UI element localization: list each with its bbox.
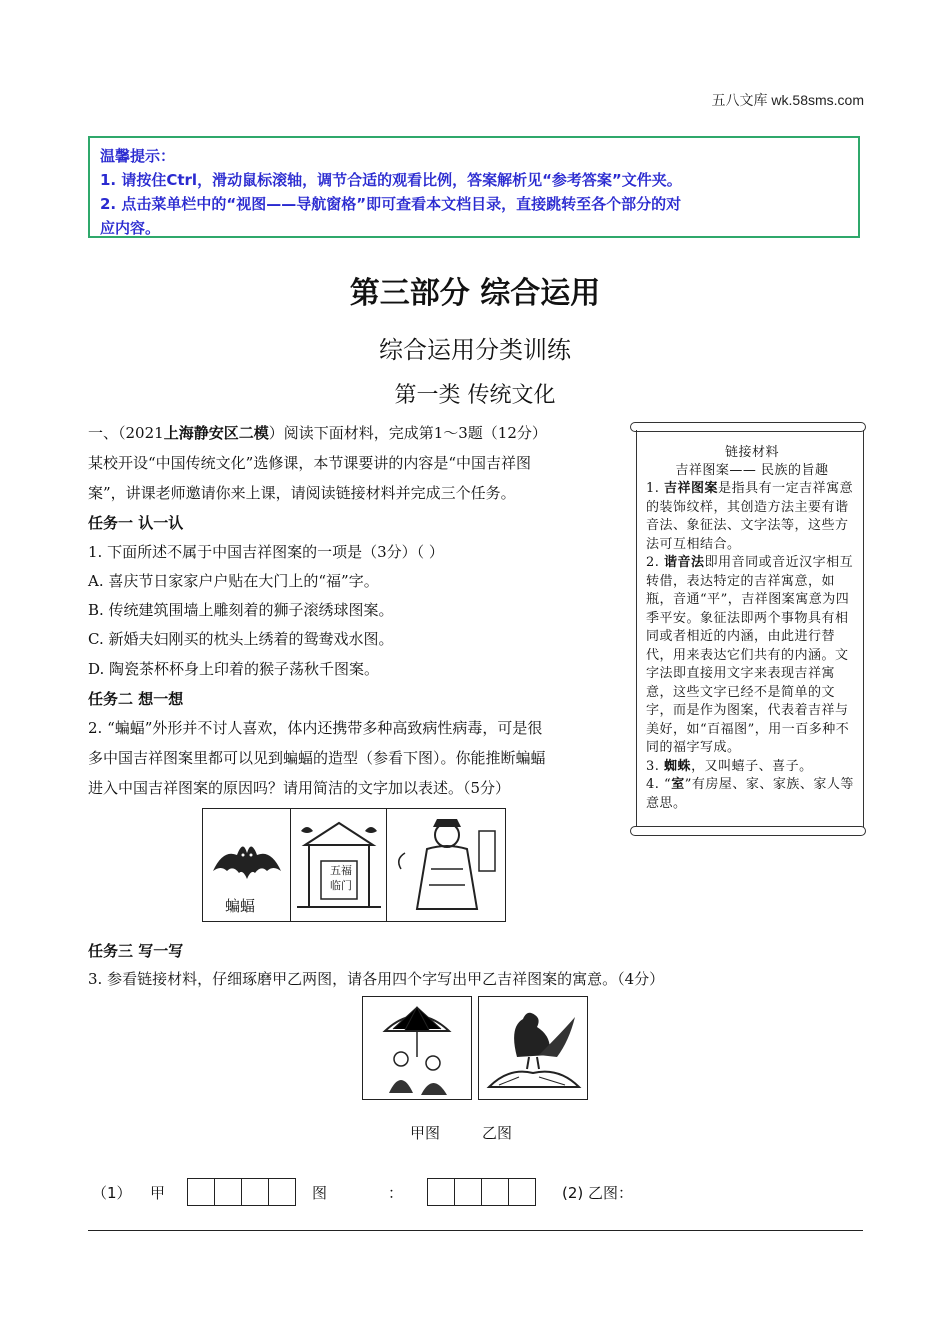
answer-box[interactable] bbox=[187, 1178, 215, 1206]
yi-image bbox=[478, 996, 588, 1100]
p2-term: 谐音法 bbox=[664, 555, 705, 570]
answer-box[interactable] bbox=[268, 1178, 296, 1206]
task-3-heading: 任务三 写一写 bbox=[88, 942, 184, 960]
bat-caption: 蝙蝠 bbox=[225, 897, 256, 915]
p2-prefix: 2. bbox=[646, 555, 665, 570]
p3-term: 蜘蛛 bbox=[664, 758, 692, 774]
answer-1-colon: ： bbox=[388, 1184, 404, 1202]
answer-1-label: （1） bbox=[92, 1184, 132, 1202]
plaque-bottom: 临门 bbox=[330, 879, 352, 892]
answer-box[interactable] bbox=[508, 1178, 536, 1206]
deity-image bbox=[387, 809, 505, 921]
umbrella-children-icon bbox=[363, 997, 471, 1099]
question-2-line-2: 多中国吉祥图案里都可以见到蝙蝠的造型（参看下图）。你能推断蝙蝠 bbox=[88, 749, 546, 767]
answer-box[interactable] bbox=[241, 1178, 269, 1206]
notice-box bbox=[88, 136, 860, 238]
answer-2-label: (2) 乙图： bbox=[562, 1184, 634, 1202]
answer-box[interactable] bbox=[481, 1178, 509, 1206]
intro-prefix: 一、（2021 bbox=[88, 424, 164, 442]
question-intro bbox=[88, 422, 547, 443]
scroll-content bbox=[646, 444, 858, 813]
answer-1-jia: 甲 bbox=[150, 1184, 166, 1202]
p3-text: ，又叫蟢子、喜子。 bbox=[691, 758, 813, 774]
option-c: C. 新婚夫妇刚买的枕头上绣着的鸳鸯戏水图。 bbox=[88, 630, 394, 648]
option-a: A. 喜庆节日家家户户贴在大门上的“福”字。 bbox=[88, 572, 379, 590]
p4-term: 室 bbox=[671, 777, 685, 792]
p4-text: ”有房屋、家、家族、家人等意思。 bbox=[646, 777, 854, 811]
fig-jia-caption: 甲图 bbox=[410, 1124, 441, 1142]
fig-yi-caption: 乙图 bbox=[482, 1124, 513, 1142]
answer-box[interactable] bbox=[427, 1178, 455, 1206]
section-title: 综合运用分类训练 bbox=[379, 336, 571, 364]
plaque-top: 五福 bbox=[330, 864, 352, 877]
part-title: 第三部分 综合运用 bbox=[349, 276, 601, 311]
plaque-text bbox=[325, 863, 357, 893]
scroll-title-2: 吉祥图案—— 民族的旨趣 bbox=[675, 463, 829, 478]
scroll-title-1: 链接材料 bbox=[724, 445, 779, 460]
answer-box[interactable] bbox=[454, 1178, 482, 1206]
intro-source: 上海静安区二模 bbox=[163, 424, 269, 442]
scroll-p4 bbox=[646, 776, 858, 813]
question-2-line-1: 2. “蝙蝠”外形并不讨人喜欢，体内还携带多种高致病性病毒，可是很 bbox=[88, 719, 543, 737]
rooster-icon bbox=[479, 997, 587, 1099]
p1-text: 是指具有一定吉祥寓意的装饰纹样，其创造方法主要有谐音法、象征法、文字法等，这些方法可互相结合。 bbox=[646, 481, 854, 552]
header-source: 五八文库 wk.58sms.com bbox=[711, 92, 864, 108]
answer-1-boxes[interactable] bbox=[188, 1178, 296, 1206]
scroll-bottom-roll bbox=[630, 826, 866, 836]
intro-suffix: ）阅读下面材料，完成第1～3题（12分） bbox=[268, 424, 547, 442]
scroll-p3 bbox=[646, 758, 858, 777]
jia-yi-images bbox=[362, 996, 588, 1100]
notice-line-3: 应内容。 bbox=[100, 219, 161, 237]
para-2: 案”，讲课老师邀请你来上课，请阅读链接材料并完成三个任务。 bbox=[88, 484, 516, 502]
scroll-p2 bbox=[646, 554, 858, 758]
deity-icon bbox=[387, 809, 505, 919]
question-1: 1. 下面所述不属于中国吉祥图案的一项是（3分）（ ） bbox=[88, 543, 444, 561]
task-1-heading: 任务一 认一认 bbox=[88, 514, 184, 532]
p2-text: 即用音同或音近汉字相互转借，表达特定的吉祥寓意，如瓶，音通“平”，吉祥图案寓意为四季平安。象征法即两个事物具有相同或者相近的内涵，由此进行替代，用来表达它们共有的内涵。文字法即直接用文字来表现吉祥寓意，这些文字已经不是简单的文字，而是作为图案，代表着吉祥与美好，如“百福图”，用一百多种不同的福字写成。 bbox=[646, 555, 854, 755]
bat-image bbox=[203, 809, 291, 921]
notice-line-1: 1. 请按住Ctrl，滑动鼠标滚轴，调节合适的观看比例，答案解析见“参考答案”文件夹。 bbox=[100, 171, 682, 189]
bottom-rule bbox=[88, 1230, 863, 1231]
answer-1-tu: 图 bbox=[312, 1184, 328, 1202]
p3-prefix: 3. bbox=[646, 758, 665, 774]
notice-title: 温馨提示： bbox=[100, 147, 176, 165]
task-2-heading: 任务二 想一想 bbox=[88, 690, 184, 708]
jia-image bbox=[362, 996, 472, 1100]
notice-line-2: 2. 点击菜单栏中的“视图——导航窗格”即可查看本文档目录，直接跳转至各个部分的对 bbox=[100, 195, 682, 213]
link-material-scroll bbox=[630, 422, 870, 840]
p4-prefix: 4. “ bbox=[646, 777, 672, 792]
option-b: B. 传统建筑围墙上雕刻着的狮子滚绣球图案。 bbox=[88, 601, 394, 619]
option-d: D. 陶瓷茶杯杯身上印着的猴子荡秋千图案。 bbox=[88, 660, 380, 678]
p1-prefix: 1. bbox=[646, 481, 665, 496]
five-blessings-image bbox=[291, 809, 387, 921]
question-2-line-3: 进入中国吉祥图案的原因吗？请用简洁的文字加以表述。（5分） bbox=[88, 779, 511, 797]
p1-term: 吉祥图案 bbox=[664, 481, 719, 496]
para-1: 某校开设“中国传统文化”选修课，本节课要讲的内容是“中国吉祥图 bbox=[88, 454, 532, 472]
bat-image-row bbox=[202, 808, 506, 922]
scroll-p1 bbox=[646, 480, 858, 554]
answer-box[interactable] bbox=[214, 1178, 242, 1206]
answer-2-boxes[interactable] bbox=[428, 1178, 536, 1206]
question-3: 3. 参看链接材料，仔细琢磨甲乙两图，请各用四个字写出甲乙吉祥图案的寓意。（4分） bbox=[88, 970, 665, 988]
category-title: 第一类 传统文化 bbox=[394, 383, 556, 408]
